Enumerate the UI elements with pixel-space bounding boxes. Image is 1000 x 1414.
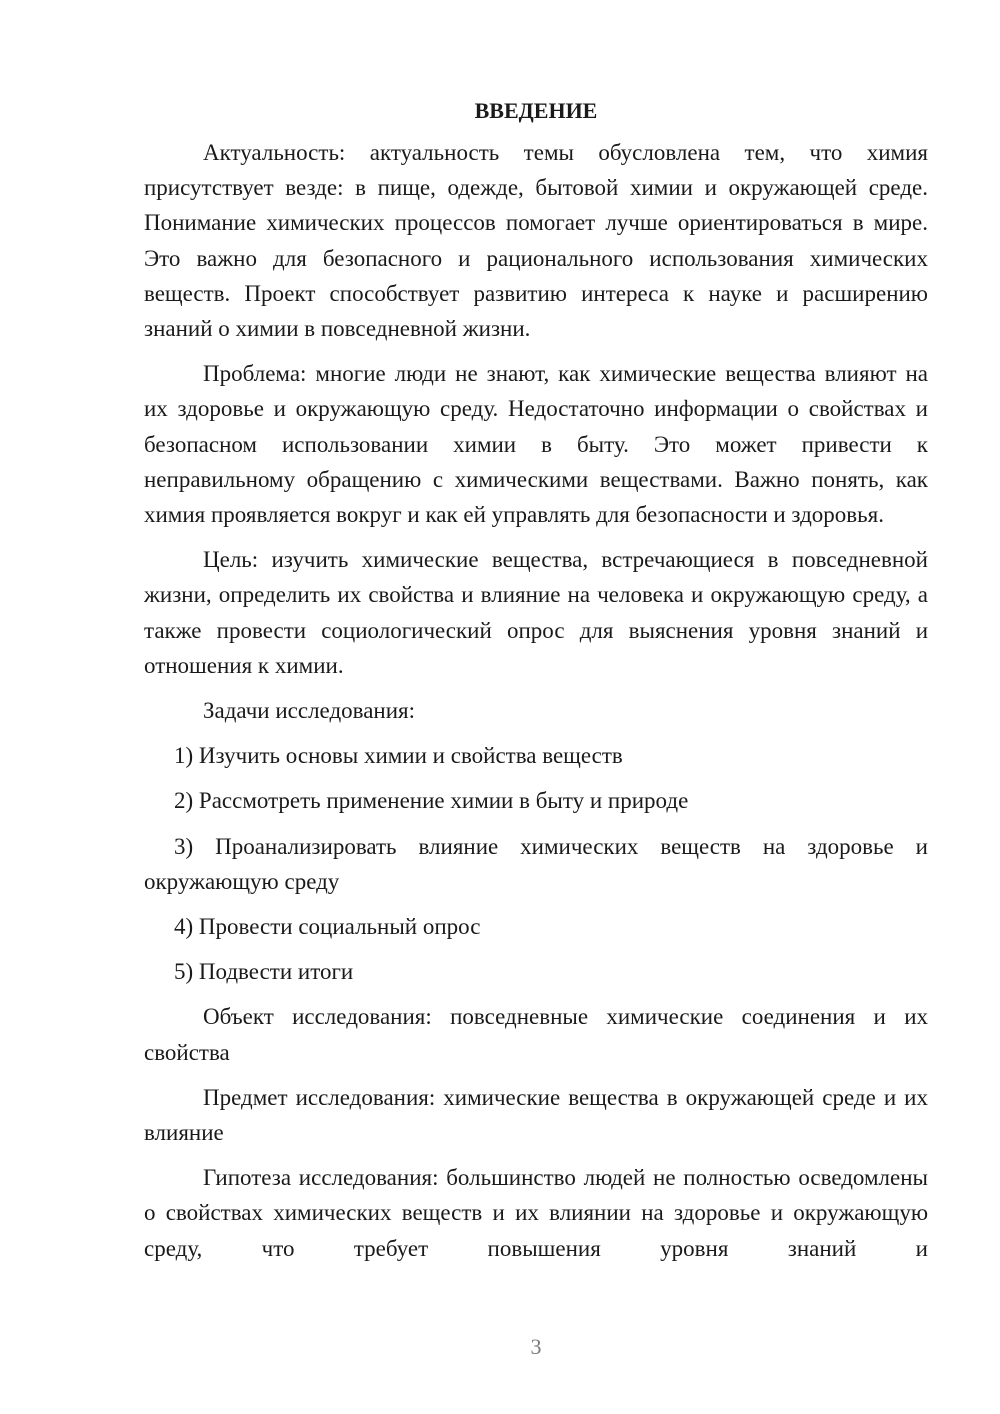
- task-item-3: 3) Проанализировать влияние химических веществ на здоровье и окружающую среду: [144, 833, 928, 894]
- paragraph-subject: Предмет исследования: химические вещества в окружающей среде и их влияние: [144, 1084, 928, 1146]
- page-number: 3: [530, 1334, 542, 1359]
- task-item-2: 2) Рассмотреть применение химии в быту и природе: [174, 788, 689, 814]
- paragraph-relevance: Актуальность: актуальность темы обусловлена тем, что химия присутствует везде: в пище, одежде, бытовой химии и окружающей среде. Понимание химических процессов помогает лучше ориентироваться в мире. Это важно для безопасного и рационального использования химических веществ. Проект способствует развитию интереса к науке и расширению знаний о химии в повседневной жизни.: [144, 140, 928, 342]
- section-title: ВВЕДЕНИЕ: [474, 98, 598, 123]
- paragraph-problem: Проблема: многие люди не знают, как химические вещества влияют на их здоровье и окружающую среду. Недостаточно информации о свойствах и безопасном использовании химии в быту. Это может привести к неправильному обращению с химическими веществами. Важно понять, как химия проявляется вокруг и как ей управлять для безопасности и здоровья.: [144, 361, 928, 528]
- page-content: [144, 96, 928, 1276]
- task-item-5: 5) Подвести итоги: [174, 959, 354, 985]
- task-item-1: 1) Изучить основы химии и свойства веществ: [174, 743, 623, 769]
- tasks-heading: Задачи исследования:: [203, 698, 416, 724]
- paragraph-goal: Цель: изучить химические вещества, встречающиеся в повседневной жизни, определить их свойства и влияние на человека и окружающую среду, а также провести социологический опрос для выяснения уровня знаний и отношения к химии.: [144, 547, 928, 678]
- paragraph-object: Объект исследования: повседневные химические соединения и их свойства: [144, 1004, 928, 1065]
- paragraph-hypothesis: Гипотеза исследования: большинство людей не полностью осведомлены о свойствах химических веществ и их влиянии на здоровье и окружающую среду, что требует повышения уровня знаний и: [144, 1165, 928, 1261]
- task-item-4: 4) Провести социальный опрос: [174, 914, 481, 940]
